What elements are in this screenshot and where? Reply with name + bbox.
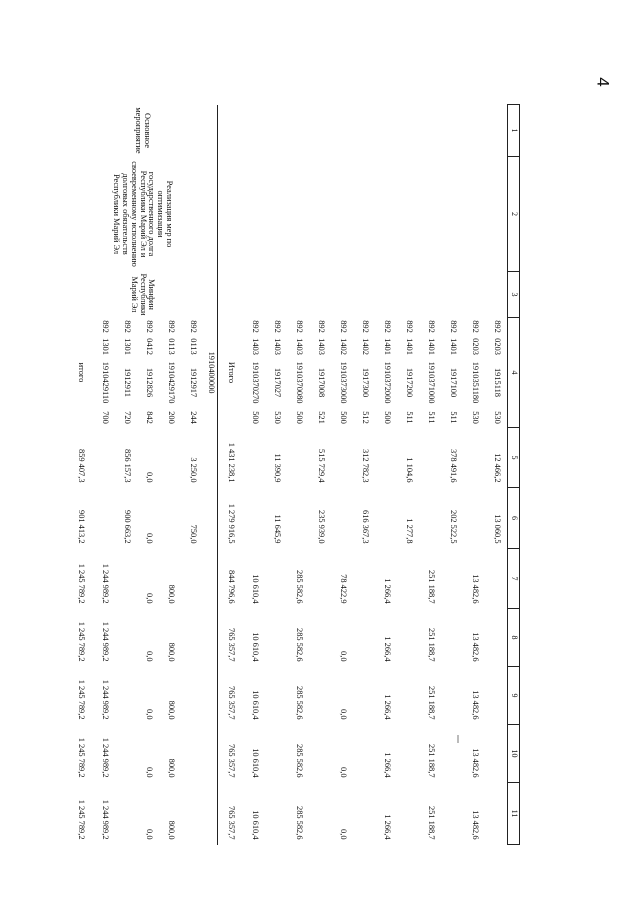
amount-cell [398, 667, 420, 725]
amount-cell: 3 250,0 [188, 457, 198, 483]
amount-cell: 0,0 [144, 593, 154, 604]
amount-cell [182, 725, 204, 783]
total-amount: 765 357,7 [227, 806, 237, 840]
classification-code: 1910429170 [166, 361, 176, 404]
amount-cell [160, 488, 182, 549]
empty-cell-1 [218, 105, 508, 157]
classification-code: 1912917 [188, 367, 198, 398]
amount-cell: 13 060,5 [492, 514, 502, 544]
amount-cell [116, 549, 138, 609]
total-amount: 1 245 789,2 [76, 621, 86, 662]
classification-code: 892 [426, 320, 436, 333]
total-amount: 1 245 789,2 [76, 679, 86, 720]
classification-code: 1910351180 [470, 361, 480, 404]
column-header: 7 [508, 549, 520, 609]
amount-cell [464, 428, 486, 488]
amount-cell [332, 428, 354, 488]
amount-cell [398, 725, 420, 783]
column-header: 5 [508, 428, 520, 488]
classification-code: 1301 [100, 338, 110, 355]
total-amount: 1 245 789,2 [76, 799, 86, 840]
total-amount: 844 796,6 [227, 570, 237, 604]
column-header: 9 [508, 667, 520, 725]
amount-cell: 11 390,9 [272, 453, 282, 483]
amount-cell [310, 549, 332, 609]
total-amount: 765 357,7 [227, 628, 237, 662]
empty-amount [204, 488, 218, 549]
classification-code: 511 [404, 411, 414, 424]
classification-code: 530 [492, 411, 502, 424]
amount-cell: 378 491,6 [448, 449, 458, 483]
empty-amount [204, 667, 218, 725]
classification-code: 0113 [166, 338, 176, 355]
event-type: Основное мероприятие [68, 105, 218, 157]
classification-code: 892 [188, 320, 198, 333]
amount-cell: 1 266,4 [382, 752, 392, 778]
amount-cell [354, 667, 376, 725]
pen-mark [457, 735, 459, 743]
classification-code: 1917100 [448, 367, 458, 398]
classification-code: 720 [122, 411, 132, 424]
total-amount: 1 279 916,5 [227, 503, 237, 544]
classification-code: 1910373000 [338, 361, 348, 404]
amount-cell: 0,0 [144, 472, 154, 483]
amount-cell [288, 488, 310, 549]
amount-cell [266, 783, 288, 845]
empty-amount [204, 428, 218, 488]
page-number: 4 [593, 77, 613, 87]
amount-cell [354, 783, 376, 845]
column-header: 11 [508, 783, 520, 845]
classification-code: 892 [294, 320, 304, 333]
empty-amount [204, 783, 218, 845]
amount-cell [182, 783, 204, 845]
amount-cell [116, 725, 138, 783]
amount-cell: 0,0 [144, 533, 154, 544]
classification-code: 1401 [448, 338, 458, 355]
amount-cell: 0,0 [144, 651, 154, 662]
amount-cell: 251 188,7 [426, 628, 436, 662]
classification-code: 892 [338, 320, 348, 333]
classification-code: 500 [250, 411, 260, 424]
amount-cell [266, 609, 288, 667]
amount-cell: 13 482,6 [470, 574, 480, 604]
amount-cell: 312 782,3 [360, 449, 370, 483]
amount-cell: 800,0 [166, 758, 176, 778]
amount-cell: 10 610,4 [250, 632, 260, 662]
amount-cell: 1 266,4 [382, 636, 392, 662]
classification-code: 892 [404, 320, 414, 333]
table-row [486, 105, 508, 845]
amount-cell: 13 482,6 [470, 690, 480, 720]
classification-code: 500 [338, 411, 348, 424]
amount-cell [464, 488, 486, 549]
classification-code: 0203 [492, 338, 502, 355]
amount-cell: 251 188,7 [426, 686, 436, 720]
amount-cell [420, 428, 442, 488]
classification-code: 892 [360, 320, 370, 333]
classification-code: 892 [166, 320, 176, 333]
column-header: 1 [508, 105, 520, 157]
amount-cell [94, 488, 116, 549]
amount-cell: 1 266,4 [382, 694, 392, 720]
classification-code: 530 [272, 411, 282, 424]
classification-code: 1917027 [272, 367, 282, 398]
amount-cell: 10 610,4 [250, 574, 260, 604]
classification-code: 1915118 [492, 367, 502, 397]
amount-cell [116, 667, 138, 725]
classification-code: 1403 [294, 338, 304, 355]
classification-code: 892 [144, 320, 154, 333]
classification-code: 521 [316, 411, 326, 424]
amount-cell: 0,0 [338, 767, 348, 778]
classification-code: 1403 [272, 338, 282, 355]
amount-cell: 1 244 989,2 [100, 737, 110, 778]
amount-cell: 285 582,6 [294, 744, 304, 778]
amount-cell: 11 645,9 [272, 514, 282, 544]
amount-cell [266, 725, 288, 783]
amount-cell [486, 725, 508, 783]
classification-code: 1917200 [404, 367, 414, 398]
amount-cell: 0,0 [144, 829, 154, 840]
classification-code: 512 [360, 411, 370, 424]
empty-amount [204, 725, 218, 783]
classification-code: 511 [426, 411, 436, 424]
classification-code: 700 [100, 411, 110, 424]
classification-code: 1910371000 [426, 361, 436, 404]
empty-cell-2 [218, 157, 508, 272]
amount-cell [354, 725, 376, 783]
amount-cell [398, 783, 420, 845]
amount-cell [442, 549, 464, 609]
column-header: 3 [508, 272, 520, 318]
amount-cell [116, 609, 138, 667]
amount-cell: 1 266,4 [382, 814, 392, 840]
total-amount: 859 407,3 [76, 449, 86, 483]
amount-cell: 285 582,6 [294, 686, 304, 720]
amount-cell: 202 522,5 [448, 510, 458, 544]
classification-code: 1402 [360, 338, 370, 355]
event-header-row [204, 105, 218, 845]
column-header-row [508, 105, 520, 845]
classification-code: 892 [122, 320, 132, 333]
amount-cell: 800,0 [166, 584, 176, 604]
total-label: итого [76, 362, 86, 383]
classification-code: 892 [250, 320, 260, 333]
amount-cell [310, 725, 332, 783]
amount-cell [442, 609, 464, 667]
classification-code: 500 [294, 411, 304, 424]
amount-cell: 800,0 [166, 820, 176, 840]
total-label: Итого [227, 361, 237, 384]
amount-cell: 1 266,4 [382, 578, 392, 604]
amount-cell [398, 609, 420, 667]
budget-table [68, 104, 521, 845]
amount-cell [266, 549, 288, 609]
amount-cell: 78 422,9 [338, 574, 348, 604]
amount-cell [266, 667, 288, 725]
amount-cell [486, 667, 508, 725]
classification-code: 1917300 [360, 367, 370, 398]
amount-cell: 900 663,2 [122, 510, 132, 544]
classification-code: 1401 [382, 338, 392, 355]
amount-cell: 856 157,3 [122, 449, 132, 483]
amount-cell [244, 488, 266, 549]
classification-code: 1910370080 [294, 361, 304, 404]
empty-amount [204, 609, 218, 667]
amount-cell [486, 549, 508, 609]
amount-cell [94, 428, 116, 488]
classification-code: 200 [166, 411, 176, 424]
total-amount: 1 431 238,1 [227, 442, 237, 483]
classification-code: 511 [448, 411, 458, 424]
amount-cell [332, 488, 354, 549]
amount-cell: 515 729,4 [316, 449, 326, 483]
amount-cell [310, 667, 332, 725]
rotated-table-container [76, 104, 520, 844]
amount-cell: 1 277,8 [404, 518, 414, 544]
amount-cell [288, 428, 310, 488]
empty-cell-3 [218, 272, 508, 318]
classification-code: 0412 [144, 338, 154, 355]
total-amount: 765 357,7 [227, 686, 237, 720]
amount-cell: 0,0 [144, 709, 154, 720]
amount-cell: 12 466,2 [492, 453, 502, 483]
amount-cell [182, 609, 204, 667]
amount-cell: 1 104,6 [404, 457, 414, 483]
column-header: 6 [508, 488, 520, 549]
amount-cell [442, 667, 464, 725]
amount-cell: 235 939,0 [316, 510, 326, 544]
total-amount: 765 357,7 [227, 744, 237, 778]
classification-code: 892 [100, 320, 110, 333]
classification-code: 892 [470, 320, 480, 333]
classification-code: 892 [382, 320, 392, 333]
classification-code: 500 [382, 411, 392, 424]
classification-code: 1401 [426, 338, 436, 355]
classification-code: 1403 [316, 338, 326, 355]
column-header: 8 [508, 609, 520, 667]
amount-cell: 800,0 [166, 642, 176, 662]
classification-code: 892 [316, 320, 326, 333]
column-header: 10 [508, 725, 520, 783]
classification-code: 0203 [470, 338, 480, 355]
amount-cell: 10 610,4 [250, 748, 260, 778]
classification-code: 1910372000 [382, 361, 392, 404]
amount-cell [310, 783, 332, 845]
classification-code: 892 [492, 320, 502, 333]
amount-cell [182, 549, 204, 609]
amount-cell: 285 582,6 [294, 806, 304, 840]
amount-cell [376, 488, 398, 549]
amount-cell: 1 244 989,2 [100, 563, 110, 604]
total-amount: 1 245 789,2 [76, 737, 86, 778]
column-header: 4 [508, 318, 520, 428]
classification-code: 842 [144, 411, 154, 424]
classification-code: 1401 [404, 338, 414, 355]
amount-cell: 1 244 989,2 [100, 799, 110, 840]
classification-code: 1403 [250, 338, 260, 355]
event-name: Реализация мер по оптимизации государственного долга Республики Марий Эл и своевременному исполнению долговых обязательств Республики Марий Эл [68, 157, 218, 272]
amount-cell [442, 725, 464, 783]
classification-code: 1402 [338, 338, 348, 355]
amount-cell: 616 367,3 [360, 510, 370, 544]
amount-cell: 750,0 [188, 524, 198, 544]
amount-cell: 13 482,6 [470, 748, 480, 778]
amount-cell: 800,0 [166, 700, 176, 720]
amount-cell [182, 667, 204, 725]
amount-cell: 0,0 [338, 829, 348, 840]
amount-cell [486, 783, 508, 845]
amount-cell: 285 582,6 [294, 628, 304, 662]
column-header: 2 [508, 157, 520, 272]
amount-cell: 13 482,6 [470, 632, 480, 662]
amount-cell: 251 188,7 [426, 570, 436, 604]
amount-cell [354, 549, 376, 609]
amount-cell [354, 609, 376, 667]
empty-amount [204, 549, 218, 609]
amount-cell: 1 244 989,2 [100, 621, 110, 662]
amount-cell: 0,0 [144, 767, 154, 778]
amount-cell [160, 428, 182, 488]
classification-code: 1912826 [144, 367, 154, 398]
amount-cell [442, 783, 464, 845]
classification-code: 244 [188, 411, 198, 424]
amount-cell [420, 488, 442, 549]
amount-cell: 0,0 [338, 709, 348, 720]
total-amount: 901 413,2 [76, 510, 86, 544]
amount-cell [376, 428, 398, 488]
amount-cell [244, 428, 266, 488]
amount-cell: 251 188,7 [426, 806, 436, 840]
amount-cell [116, 783, 138, 845]
amount-cell [398, 549, 420, 609]
amount-cell [310, 609, 332, 667]
amount-cell: 285 582,6 [294, 570, 304, 604]
classification-code: 1301 [122, 338, 132, 355]
classification-code: 892 [272, 320, 282, 333]
amount-cell: 10 610,4 [250, 690, 260, 720]
amount-cell: 1 244 989,2 [100, 679, 110, 720]
event-executor: Минфин Республики Марий Эл [68, 272, 218, 318]
classification-code: 530 [470, 411, 480, 424]
classification-code: 0113 [188, 338, 198, 355]
classification-code: 1917008 [316, 367, 326, 398]
amount-cell: 0,0 [338, 651, 348, 662]
classification-code: 1910370270 [250, 361, 260, 404]
classification-code: 1912911 [122, 367, 132, 397]
total-amount: 1 245 789,2 [76, 563, 86, 604]
amount-cell: 251 188,7 [426, 744, 436, 778]
amount-cell: 13 482,6 [470, 810, 480, 840]
classification-code: 892 [448, 320, 458, 333]
program-code: 1910400000 [204, 318, 218, 428]
classification-code: 1910429110 [100, 361, 110, 404]
amount-cell: 10 610,4 [250, 810, 260, 840]
amount-cell [486, 609, 508, 667]
